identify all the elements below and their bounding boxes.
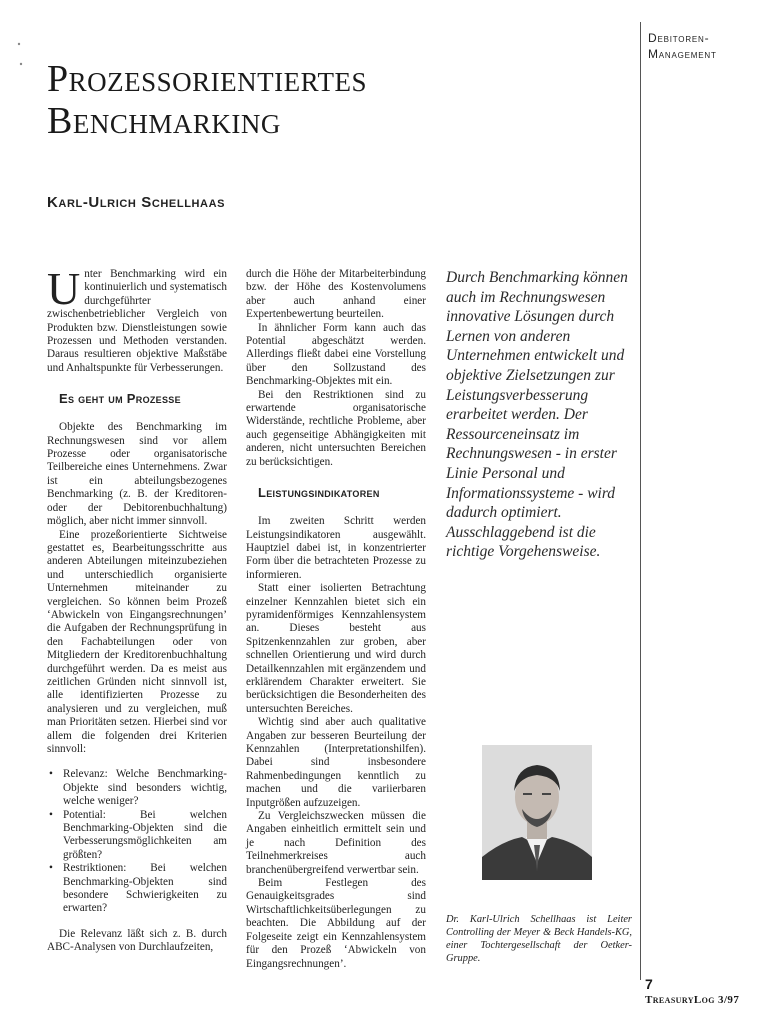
heading-leistungsindikatoren: Leistungsindikatoren — [258, 485, 380, 501]
title-line-1: Prozessorientiertes — [47, 58, 368, 100]
list-item: • Restriktionen: Bei welchen Benchmarking-Objekten sind besondere Schwierigkeiten zu erwarten? — [49, 862, 227, 915]
list-item: • Potential: Bei welchen Benchmarking-Objekten sind die Verbesserungsmöglichkeiten am größten? — [49, 808, 227, 861]
paragraph: Wichtig sind aber auch qualitative Angaben zur besseren Beurteilung der Kennzahlen (Interpretationshilfen). Dabei sind insbesondere Rahmenbedingungen kenntlich zu machen und die variierbaren Inputgrößen aufzuzeigen. — [246, 716, 426, 809]
caption-text: ist Leiter Controlling der Meyer & Beck Handels-KG, einer Tochtergesellschaft der Oetker-Gruppe. — [446, 914, 632, 964]
title-line-2: Benchmarking — [47, 100, 281, 142]
paragraph: Im zweiten Schritt werden Leistungsindikatoren ausgewählt. Hauptziel dabei ist, in konzentrierter Form über die betrachteten Prozesse zu informieren. — [246, 515, 426, 581]
paragraph: Beim Festlegen des Genauigkeitsgrades sind Wirtschaftlichkeitsüberlegungen zu beachten. Die Abbildung auf der Folgeseite zeigt ein Kennzahlensystem für den Prozeß ‘Abwickeln von Eingangsrechnungen’. — [246, 877, 426, 970]
heading-prozesse: Es geht um Prozesse — [59, 391, 181, 407]
bullet-icon: • — [49, 768, 53, 781]
publication-footer: TreasuryLog 3/97 — [645, 994, 740, 1006]
section-line-2: Management — [648, 47, 717, 61]
pull-quote: Durch Benchmarking können auch im Rechnungswesen innovative Lösungen durch Lernen von anderen Unternehmen entwickelt und objektive Zielsetzungen zur Leistungsverbesserung erarbeitet werden. Der Ressourceneinsatz im Rechnungswesen - in erster Linie Personal und Informationssysteme - wird dadurch optimiert. Ausschlaggebend ist die richtige Vorgehensweise. — [446, 269, 628, 561]
bullet-icon: • — [49, 862, 53, 875]
paragraph: Zu Vergleichszwecken müssen die Angaben einheitlich ermittelt sein und je nach Definition des Teilnehmerkreises auch branchenübergreifend verwertbar sein. — [246, 810, 426, 876]
paragraph: Bei den Restriktionen sind zu erwartende organisatorische Widerstände, rechtliche Probleme, aber auch gegenseitige Abhängigkeiten mit anderen, nicht untersuchten Bereichen zu berücksichtigen. — [246, 388, 426, 468]
column-rule — [640, 22, 641, 980]
portrait-icon — [482, 745, 592, 880]
photo-caption — [446, 913, 632, 965]
intro-text: nter Benchmarking wird ein kontinuierlich und systematisch durchgeführter zwischenbetrieblicher Vergleich von Produkten bzw. Dienstleistungen sowie Prozessen und Methoden verstanden. Daraus resultieren objektive Maßstäbe und Anhaltspunkte für Verbesserungen. — [47, 268, 227, 374]
criteria-list — [47, 768, 227, 915]
paragraph: Statt einer isolierten Betrachtung einzelner Kennzahlen bietet sich ein pyramidenförmiges Kennzahlensystem an. Dieses besteht aus Spitzenkennzahlen zur groben, aber schnellen Orientierung und wird durch Detailkennzahlen mit ergänzendem und erklärendem Charakter erweitert. Sie berücksichtigen die Besonderheiten des untersuchten Bereiches. — [246, 582, 426, 715]
caption-name: Dr. Karl-Ulrich Schellhaas — [446, 914, 576, 925]
bullet-icon: • — [49, 808, 53, 821]
paragraph: durch die Höhe der Mitarbeiterbindung bzw. der Höhe des Kostenvolumens aber auch anhand einer Expertenbewertung beurteilen. — [246, 268, 426, 321]
drop-cap: U — [47, 263, 81, 314]
scan-marks — [15, 40, 25, 84]
article-author: Karl-Ulrich Schellhaas — [47, 194, 226, 211]
author-photo — [482, 745, 592, 880]
section-line-1: Debitoren- — [648, 31, 710, 45]
text-column-1 — [47, 263, 227, 955]
section-tag — [648, 30, 760, 62]
intro-paragraph — [47, 263, 227, 375]
scan-mark-icon — [15, 40, 25, 80]
paragraph: Die Relevanz läßt sich z. B. durch ABC-Analysen von Durchlaufzeiten, — [47, 927, 227, 954]
text-column-2 — [246, 268, 426, 971]
page-number: 7 — [645, 976, 653, 992]
paragraph: Objekte des Benchmarking im Rechnungswesen sind vor allem Prozesse oder organisatorische Teilbereiche eines Unternehmens. Zwar ist ein abteilungsbezogenes Benchmarking (z. B. der Kreditoren- oder der Debitorenbuchhaltung) möglich, aber nicht immer sinnvoll. — [47, 421, 227, 528]
article-title — [47, 58, 607, 142]
paragraph: In ähnlicher Form kann auch das Potential abgeschätzt werden. Allerdings fließt dabei eine Vorstellung über den Sollzustand des Benchmarking-Objektes mit ein. — [246, 321, 426, 388]
list-item: • Relevanz: Welche Benchmarking-Objekte sind besonders wichtig, welche weniger? — [49, 768, 227, 808]
paragraph: Eine prozeßorientierte Sichtweise gestattet es, Bearbeitungsschritte aus anderen Abteilungen miteinzubeziehen und unterschiedlich organisierte Unternehmen miteinander zu vergleichen. So können beim Prozeß ‘Abwickeln von Eingangsrechnungen’ die Aufgaben der Rechnungsprüfung in den Fachabteilungen oder von Mitgliedern der Kreditorenbuchhaltung durchgeführt werden. Da es meist aus zeitlichen Gründen nicht sinnvoll ist, alle identifizierten Prozesse zu analysieren und zu vergleichen, muß man Prioritäten setzen. Hierbei sind vor allem die folgenden drei Kriterien sinnvoll: — [47, 528, 227, 755]
